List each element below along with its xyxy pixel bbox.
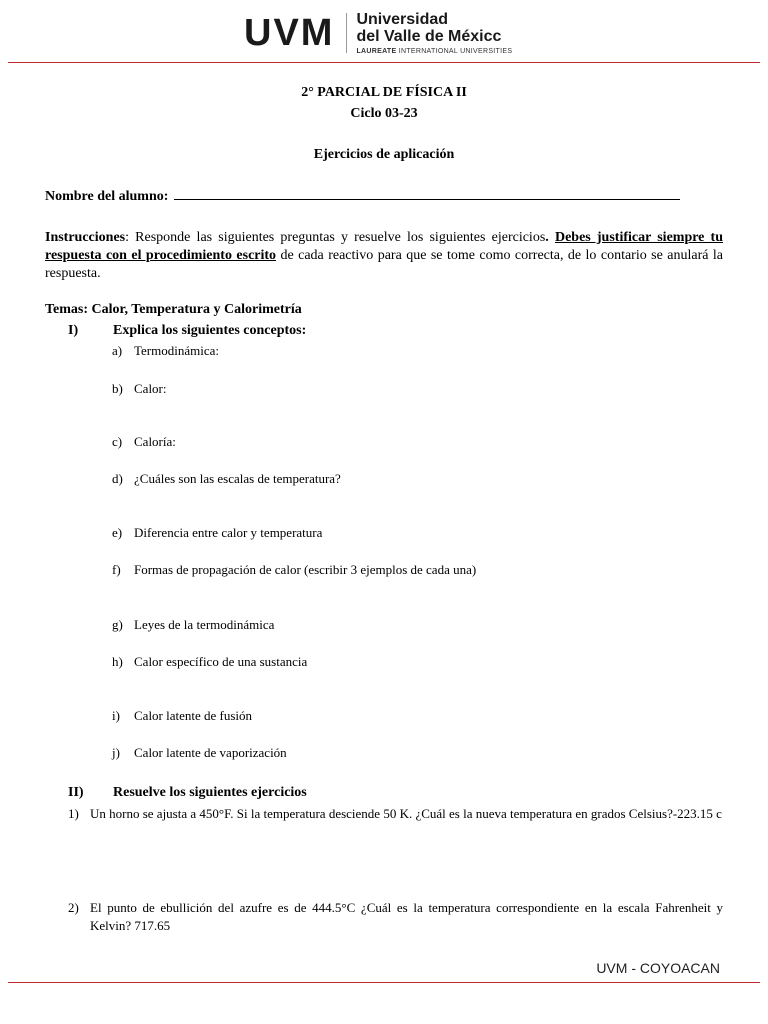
footer-campus: UVM - COYOACAN (596, 960, 720, 976)
concept-text: Diferencia entre calor y temperatura (134, 525, 323, 540)
exercise-text: Un horno se ajusta a 450°F. Si la temperatura desciende 50 K. ¿Cuál es la nueva temperatura en grados Celsius?-223.15 c (90, 806, 722, 821)
concept-item (112, 525, 322, 541)
concept-item (112, 708, 252, 724)
student-name-row (45, 187, 680, 205)
concept-item (112, 381, 167, 397)
concept-letter: a) (112, 343, 123, 358)
instructions-text2: de cada reactivo para que se tome como correcta, de lo contario se anulará la respuesta. (45, 248, 723, 281)
exam-cycle: Ciclo 03-23 (350, 106, 418, 121)
instructions-text1: : Responde las siguientes preguntas y resuelve los siguientes ejercicios (125, 230, 546, 245)
instructions-text1-end: . (545, 230, 549, 245)
concept-letter: e) (112, 525, 123, 540)
laureate-word: LAUREATE (356, 48, 397, 55)
logo-text (356, 11, 512, 55)
concept-letter: j) (112, 745, 120, 760)
section-2-number: II) (68, 785, 84, 800)
concept-text: ¿Cuáles son las escalas de temperatura? (134, 471, 341, 486)
university-name-line2: del Valle de Méxicc (356, 28, 502, 45)
concept-text: Calor latente de fusión (134, 708, 253, 723)
section-1-title: Explica los siguientes conceptos: (113, 323, 307, 338)
instructions (45, 229, 723, 283)
concept-text: Leyes de la termodinámica (134, 617, 275, 632)
university-name-line1: Universidad (356, 11, 449, 28)
concept-letter: d) (112, 471, 123, 486)
concept-text: Calor: (134, 381, 167, 396)
concept-letter: f) (112, 562, 121, 577)
concept-item (112, 654, 307, 670)
concept-item (112, 471, 341, 487)
concept-text: Calor latente de vaporización (134, 745, 287, 760)
concept-text: Calor específico de una sustancia (134, 654, 308, 669)
concept-item (112, 617, 274, 633)
instructions-label: Instrucciones (45, 230, 126, 245)
concept-letter: i) (112, 708, 120, 723)
concept-text: Termodinámica: (134, 343, 220, 358)
exercise-item (68, 805, 723, 823)
section-2-title: Resuelve los siguientes ejercicios (113, 785, 307, 800)
concept-item (112, 562, 476, 578)
exercise-item (68, 899, 723, 935)
logo-divider (346, 13, 347, 53)
concept-letter: g) (112, 617, 123, 632)
concept-item (112, 343, 219, 359)
laureate-tagline (356, 48, 512, 55)
section-1-number: I) (68, 323, 79, 338)
concept-item (112, 745, 287, 761)
concept-text: Formas de propagación de calor (escribir 3 ejemplos de cada una) (134, 562, 477, 577)
student-name-label: Nombre del alumno: (45, 189, 169, 204)
uvm-logo (244, 8, 512, 58)
network-text: INTERNATIONAL UNIVERSITIES (398, 48, 513, 55)
concept-letter: c) (112, 434, 123, 449)
logo-mark: UVM (244, 12, 335, 54)
concept-letter: h) (112, 654, 123, 669)
concept-item (112, 434, 176, 450)
concept-letter: b) (112, 381, 123, 396)
header-rule (8, 62, 760, 63)
exercise-number: 1) (68, 806, 79, 821)
exercise-text: El punto de ebullición del azufre es de 444.5°C ¿Cuál es la temperatura correspondiente en la escala Fahrenheit y Kelvin? 717.65 (90, 900, 723, 933)
exam-title: 2° PARCIAL DE FÍSICA II (301, 85, 467, 100)
topics-heading: Temas: Calor, Temperatura y Calorimetría (45, 302, 302, 317)
instructions-emphasis: Debes justificar siempre tu respuesta con el procedimiento escrito (45, 230, 724, 263)
footer-rule (8, 982, 760, 983)
exam-subtitle: Ejercicios de aplicación (313, 147, 455, 162)
exercise-number: 2) (68, 900, 79, 915)
student-name-blank[interactable] (174, 187, 680, 200)
concept-text: Caloría: (134, 434, 176, 449)
